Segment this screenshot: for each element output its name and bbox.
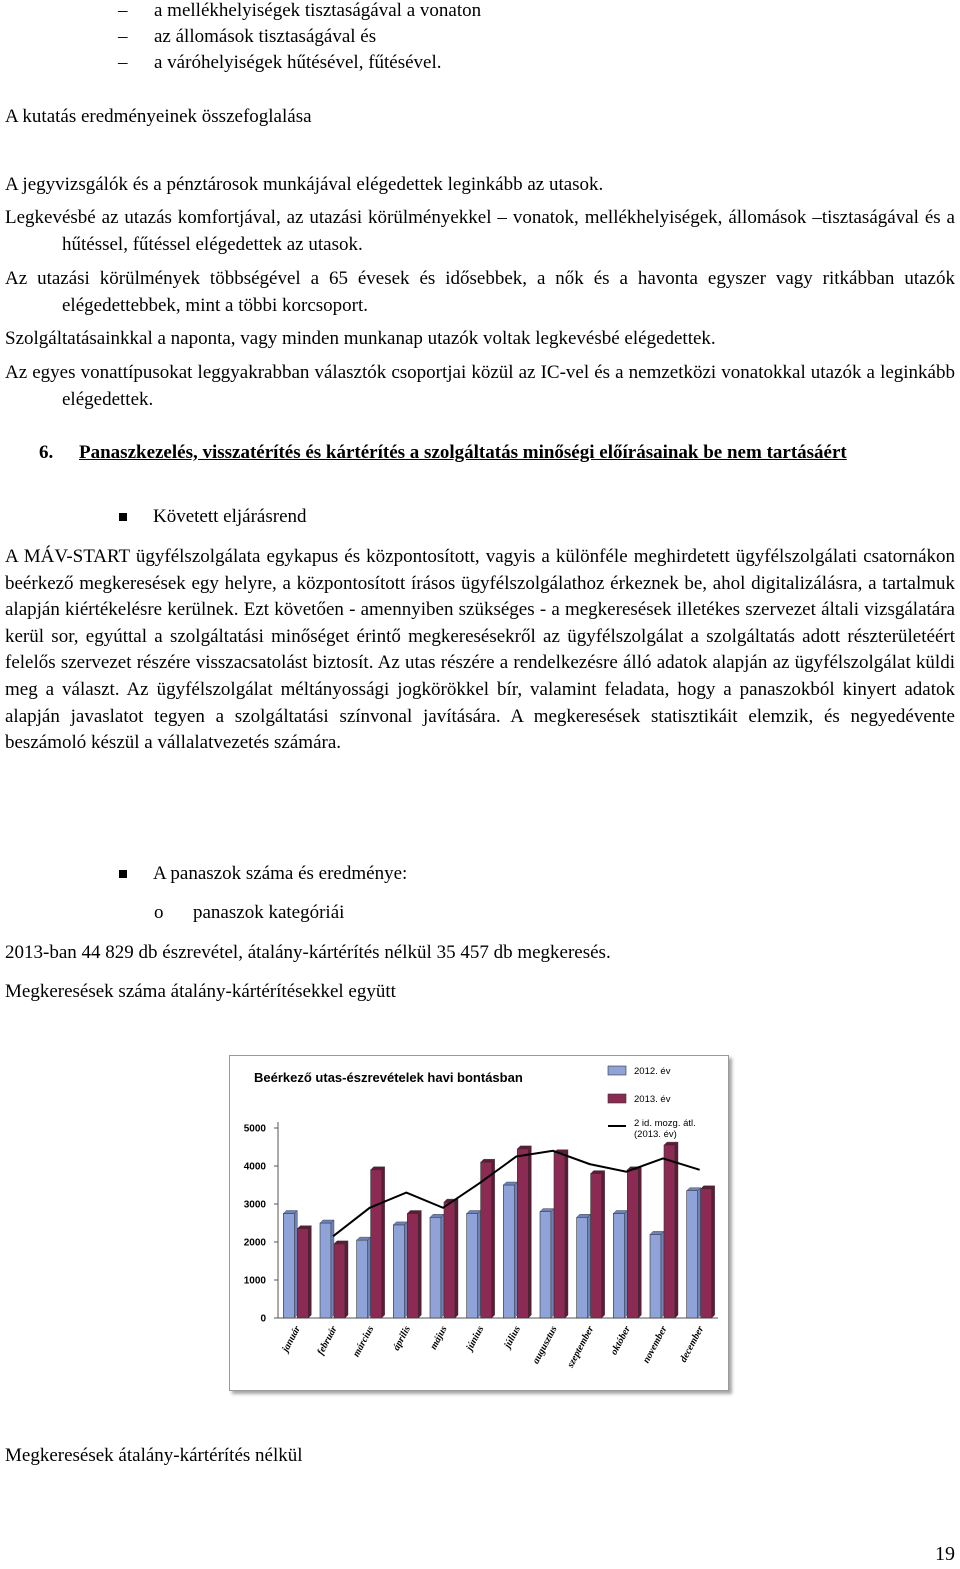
section-number: 6.: [39, 442, 54, 463]
section-title: Panaszkezelés, visszatérítés és kártérítés a szolgáltatás minőségi előírásainak be nem tartásáért: [79, 442, 847, 463]
bar-2012: [687, 1191, 698, 1318]
chart-caption-below: Megkeresések átalány-kártérítés nélkül: [5, 1445, 303, 1466]
x-tick-label: november: [640, 1324, 670, 1366]
summary-heading: A kutatás eredményeinek összefoglalása: [5, 106, 312, 127]
chart-frame: [229, 1055, 729, 1391]
list-item: [0, 24, 960, 50]
bar-2012: [430, 1217, 441, 1318]
y-tick-label: 5000: [243, 1123, 266, 1135]
bar-2013-side: [345, 1241, 348, 1318]
sub-bullet-icon: o: [154, 902, 164, 923]
bar-2013: [701, 1189, 712, 1318]
y-tick-label: 4000: [243, 1161, 266, 1173]
chart-title: Beérkező utas-észrevételek havi bontásban: [254, 1070, 523, 1085]
bar-2012-side: [588, 1214, 591, 1318]
bar-2012: [503, 1185, 514, 1318]
dash-bullet: –: [118, 0, 128, 21]
bar-2013-side: [308, 1226, 311, 1318]
x-tick-label: május: [428, 1324, 450, 1352]
bar-2013: [371, 1170, 382, 1318]
bar-2013-side: [602, 1171, 605, 1318]
bar-2013-side: [528, 1146, 531, 1318]
x-tick-label: december: [678, 1324, 707, 1365]
bar-2013-side: [455, 1199, 458, 1318]
y-tick-label: 2000: [243, 1237, 266, 1249]
x-tick-label: március: [350, 1324, 377, 1359]
bar-2013: [517, 1149, 528, 1318]
stats-line: 2013-ban 44 829 db észrevétel, átalány-kártérítés nélkül 35 457 db megkeresés.: [5, 942, 611, 963]
legend-label-2012: 2012. év: [634, 1066, 671, 1077]
square-bullet-icon: [119, 870, 127, 878]
bar-2012: [540, 1212, 551, 1318]
bar-2013-side: [382, 1167, 385, 1318]
bar-2013: [481, 1162, 492, 1318]
summary-paragraph: Az egyes vonattípusokat leggyakrabban választók csoportjai közül az IC-vel és a nemzetközi vonatokkal utazók a leginkább elégedettek.: [5, 362, 955, 410]
monthly-complaints-chart: [230, 1056, 728, 1390]
bar-2012: [467, 1214, 478, 1319]
y-tick-label: 0: [260, 1313, 266, 1325]
legend-swatch-2012: [608, 1066, 626, 1075]
summary-paragraph: Szolgáltatásainkkal a naponta, vagy minden munkanap utazók voltak legkevésbé elégedettek.: [5, 328, 716, 349]
bar-2013-side: [565, 1150, 568, 1318]
bar-2012-side: [294, 1211, 297, 1319]
summary-paragraph: Az utazási körülmények többségével a 65 évesek és idősebbek, a nők és a havonta egyszer vagy ritkábban utazók elégedettebbek, mint a többi korcsoport.: [5, 268, 955, 316]
bar-2012-side: [551, 1209, 554, 1318]
summary-paragraph: A jegyvizsgálók és a pénztárosok munkájával elégedettek leginkább az utasok.: [5, 174, 604, 195]
legend-label-moving-average: 2 id. mozg. átl.: [634, 1118, 696, 1129]
bar-2013-side: [638, 1167, 641, 1318]
bar-2012-side: [441, 1214, 444, 1318]
bar-2013: [664, 1145, 675, 1318]
dash-bullet: –: [118, 26, 128, 47]
sub-bullet-categories: panaszok kategóriái: [193, 902, 345, 923]
procedure-paragraph: A MÁV-START ügyfélszolgálata egykapus és központosított, vagyis a különféle meghirdetett ügyfélszolgálati csatornákon beérkező megkeresések egy helyre, a központosított írásos ügyfélszolgálathoz érkeznek be, ahol digitalizálásra, a tartalmuk alapján kiértékelésre kerülnek. Ezt követően - amennyiben szükséges - a megkeresések illetékes szervezet általi vizsgálatára kerül sor, egyúttal a szolgáltatási minőséget érintő megkeresésekről az ügyfélszolgálat a szolgáltatás adott részterületéért felelős szervezet részére visszacsatolást biztosít. Az utas részére a rendelkezésre álló adatok alapján az ügyfélszolgálat küldi meg a választ. Az ügyfélszolgálat méltányossági jogkörökkel bír, valamint feladata, hogy a panaszokból kinyert adatok alapján javaslatot tegyen a szolgáltatási színvonal javítására. A megkeresések statisztikáit elemzik, és negyedévente beszámoló készül a vállalatvezetés számára.: [5, 546, 955, 754]
bar-2013: [444, 1202, 455, 1318]
dash-bullet: –: [118, 52, 128, 73]
bullet-procedure: Követett eljárásrend: [153, 506, 307, 527]
list-item: [0, 50, 960, 76]
legend-swatch-2013: [608, 1094, 626, 1103]
chart-caption-above: Megkeresések száma átalány-kártérítésekkel együtt: [5, 981, 396, 1002]
bar-2012: [393, 1225, 404, 1318]
bar-2012: [320, 1223, 331, 1318]
bar-2012: [283, 1214, 294, 1319]
bar-2013-side: [712, 1186, 715, 1318]
bar-2012-side: [478, 1211, 481, 1319]
bar-2012-side: [514, 1182, 517, 1318]
bar-2012: [650, 1234, 661, 1318]
y-tick-label: 1000: [243, 1275, 266, 1287]
bar-2013-side: [492, 1159, 495, 1318]
x-tick-label: június: [464, 1324, 487, 1353]
bar-2012: [577, 1217, 588, 1318]
x-tick-label: október: [608, 1324, 633, 1357]
x-tick-label: augusztus: [530, 1324, 560, 1366]
list-item-text: a váróhelyiségek hűtésével, fűtésével.: [154, 52, 442, 73]
bar-2013: [297, 1229, 308, 1318]
bar-2013-side: [418, 1211, 421, 1319]
list-item-text: az állomások tisztaságával és: [154, 26, 377, 47]
page-number: 19: [935, 1543, 955, 1565]
x-tick-label: július: [502, 1324, 523, 1351]
bar-2012-side: [698, 1188, 701, 1318]
bar-2012-side: [368, 1237, 371, 1318]
bullet-complaints: A panaszok száma és eredménye:: [153, 863, 408, 884]
list-item: [0, 0, 960, 24]
bar-2012: [357, 1240, 368, 1318]
square-bullet-icon: [119, 513, 127, 521]
list-item-text: a mellékhelyiségek tisztaságával a vonaton: [154, 0, 482, 21]
bar-2012-side: [624, 1211, 627, 1319]
legend-label-2013: 2013. év: [634, 1094, 671, 1105]
x-tick-label: április: [391, 1324, 413, 1353]
legend-label-moving-average-sub: (2013. év): [634, 1129, 677, 1140]
bar-2012-side: [404, 1222, 407, 1318]
y-tick-label: 3000: [243, 1199, 266, 1211]
bar-2013: [627, 1170, 638, 1318]
bar-2012: [613, 1214, 624, 1319]
summary-paragraph: Legkevésbé az utazás komfortjával, az utazási körülményekkel – vonatok, mellékhelyiségek, állomások –tisztaságával és a hűtéssel, fűtéssel elégedettek az utasok.: [5, 207, 955, 255]
x-tick-label: február: [315, 1324, 340, 1357]
x-tick-label: január: [280, 1324, 303, 1354]
bar-2013: [407, 1214, 418, 1319]
bar-2012-side: [661, 1231, 664, 1318]
bar-2013-side: [675, 1142, 678, 1318]
x-tick-label: szeptember: [565, 1324, 597, 1370]
bar-2013: [554, 1153, 565, 1318]
bar-2013: [334, 1244, 345, 1318]
bar-2013: [591, 1174, 602, 1318]
